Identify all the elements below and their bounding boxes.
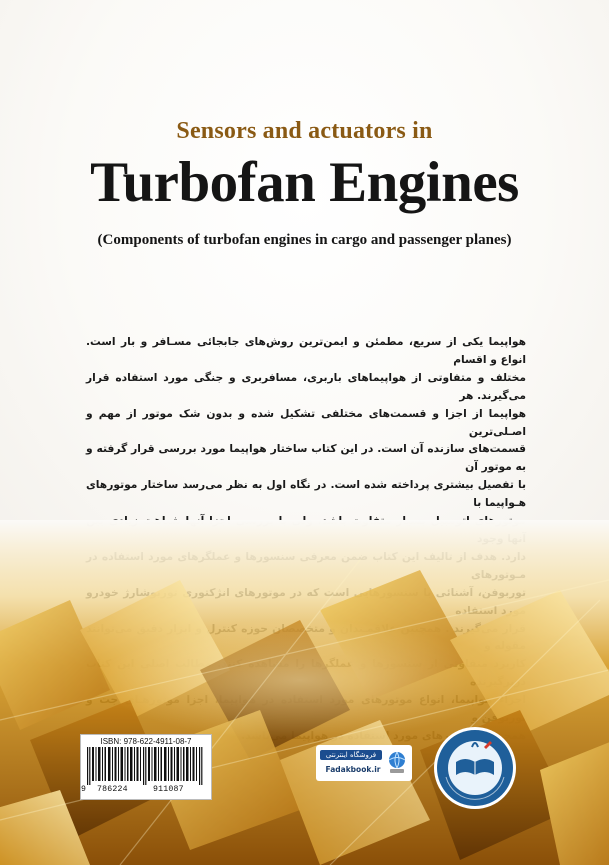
title-top: Sensors and actuators in bbox=[176, 118, 433, 144]
description-line: قسمت‌های سازنده آن است. در این کتاب ساختار هواپیما مورد بررسی قرار گرفته و به موتور آن bbox=[86, 442, 526, 474]
golden-geometric-artwork bbox=[0, 520, 609, 865]
globe-cart-icon bbox=[386, 751, 408, 775]
isbn-barcode bbox=[80, 734, 212, 800]
isbn-digit-lead: 9 bbox=[81, 785, 87, 794]
store-name-fa: فروشگاه اینترنتی bbox=[320, 750, 382, 760]
barcode-bars-icon bbox=[87, 747, 205, 785]
publisher-logo bbox=[432, 725, 518, 811]
isbn-digit-group-2: 911087 bbox=[153, 785, 184, 794]
description-line: مختلف و متفاوتی از هواپیماهای باربری، مسافربری و جنگی مورد استفاده قرار می‌گیرند. هر bbox=[86, 370, 526, 402]
subtitle: (Components of turbofan engines in cargo and passenger planes) bbox=[97, 232, 512, 248]
store-name-en: Fadakbook.ir bbox=[325, 765, 381, 774]
isbn-label: ISBN: 978-622-4911-08-7 bbox=[100, 737, 192, 746]
main-title: Turbofan Engines bbox=[90, 151, 519, 214]
store-badge bbox=[316, 745, 412, 781]
isbn-digit-group-1: 786224 bbox=[97, 785, 128, 794]
description-line: با تفصیل بیشتری پرداخته شده است. در نگاه اول به نظر می‌رسد ساختار موتورهای هـواپیما با bbox=[86, 478, 526, 510]
description-line: هواپیما از اجزا و قسمت‌های مختلفی تشکیل شده و بدون شک موتور از مهم و اصـلی‌ترین bbox=[86, 406, 526, 438]
description-line: هواپیما یکی از سریع، مطمئن و ایمن‌ترین روش‌های جابجائی مسـافر و بار است. انواع و اقسام bbox=[86, 335, 526, 366]
